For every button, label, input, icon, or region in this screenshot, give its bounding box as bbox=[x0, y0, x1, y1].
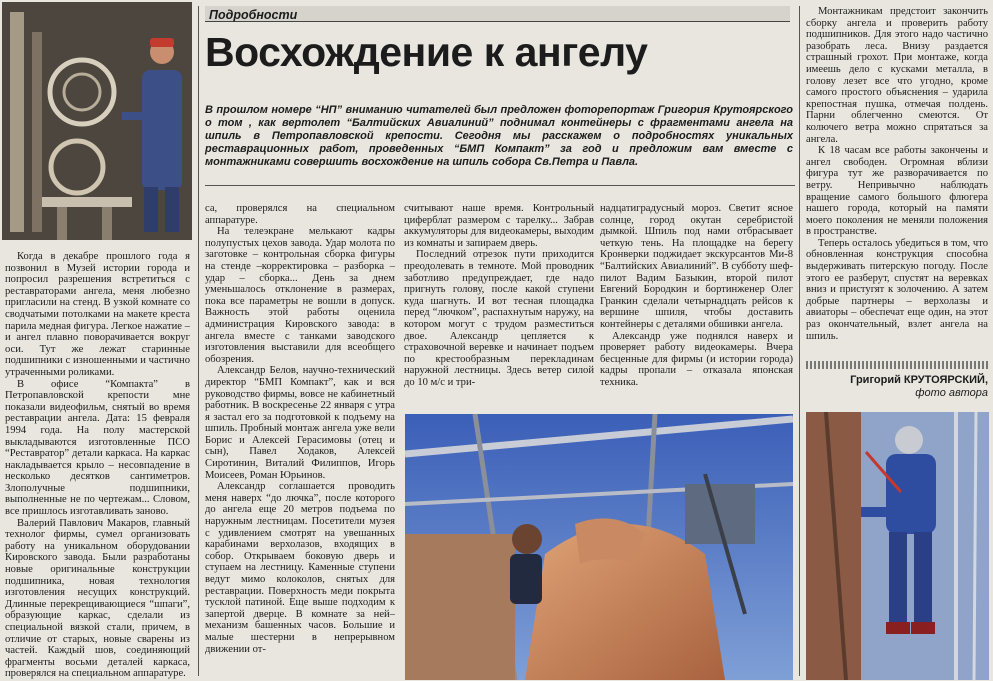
paragraph: На телеэкране мелькают кадры полупустых цехов завода. Удар молота по заготовке – контрольная сборка фигуры на стенде –корректировка – разборка – удар – сборка... День за днем уменьшалось отклонение в размерах, пока все параметры не вошли в допуск. Важность этой работы оценила администрация Кировского завода: в ангела вместе с танками заводского изготовления выставили для всеобщего обозрения. bbox=[205, 226, 395, 365]
column-divider bbox=[198, 6, 199, 676]
article-column-4 bbox=[600, 203, 793, 408]
article-column-5 bbox=[806, 6, 988, 356]
photo-climber bbox=[806, 412, 989, 680]
paragraph: Когда в декабре прошлого года я позвонил в Музей истории города и попросил разрешения встретиться с реставраторами ангела, меня любезно пригласили на стенд. В узкой комнате со сводчатыми потолками на макете креста парила медная фигура. Легкое нажатие – и ангел плавно поворачивается вокруг оси. Тут же лежат старинные подшипники с изношенными и частично утраченными роликами. bbox=[5, 251, 190, 378]
column-divider bbox=[799, 6, 800, 676]
article-column-1 bbox=[5, 251, 190, 679]
lead-divider bbox=[205, 185, 795, 186]
paragraph: Теперь осталось убедиться в том, что обновленная конструкция способна выдерживать питерскую погоду. После этого ее разберут, спустят на веревках вниз и пристугят к золочению. А затем добрые партнеры – верхолазы и авиаторы – обеспечат еще один, на этот раз окончательный, взлет ангела на шпиль. bbox=[806, 237, 988, 342]
article-column-3 bbox=[404, 203, 594, 408]
photo-restorer-drawing bbox=[2, 2, 192, 240]
paragraph: са, проверялся на специальном аппаратуре. bbox=[205, 203, 395, 226]
photo-angel-drawing bbox=[405, 414, 793, 680]
credit-role: фото автора bbox=[915, 387, 988, 399]
paragraph: надцатиградусный мороз. Светит ясное солнце, город окутан серебристой дымкой. Шпиль под нами отбрасывает четкую тень. На площадке на берегу Кронверки поджидает экскурсантов Ми-8 “Балтийских Авиалиний”. В субботу шеф-пилот Вадим Базыкин, второй пилот Евгений Бородкин и бортинженер Олег Гранкин сделали четырнадцать рейсов к вершине шпиля, чтобы доставить контейнеры с деталями обшивки ангела. bbox=[600, 203, 793, 330]
lead-paragraph: В прошлом номере “НП” вниманию читателей был предложен фоторепортаж Григория Крутоярского о том , как вертолет “Балтийских Авиалиний” поднимал контейнеры с фрагментами ангела на шпиль в Петропавловской крепости. Сегодня мы расскажем о подробностях уникальных реставрационных работ, проведенных “БМП Компакт” за год и предложим вам вместе с монтажниками совершить восхождение на шпиль собора Св.Петра и Павла. bbox=[205, 104, 793, 168]
credit-name: Григорий КРУТОЯРСКИЙ, bbox=[850, 374, 988, 386]
article-column-2 bbox=[205, 203, 395, 679]
paragraph: Александр Белов, научно-технический директор “БМП Компакт”, как и вся руководство фирмы, вовсе не кабинетный работник. В воскресенье 22 января с утра я застал его за подготовкой к подъему на шпиль. Пробный монтаж ангела уже вели Борис и Алексей Герасимовы (отец и сын), Павел Ходаков, Алексей Сиротинин, Виталий Филиппов, Игорь Моисеев, Роман Юрьинов. bbox=[205, 365, 395, 481]
paragraph: Александр уже поднялся наверх и проверяет работу видеокамеры. Вчера бесценные для фирмы (и истории города) кадры пропали – отказала японская техника. bbox=[600, 330, 793, 388]
photo-credit bbox=[848, 374, 988, 400]
paragraph: Александр соглашается проводить меня наверх “до лючка”, после которого до ангела еще 20 метров подъема по наружным лестницам. Посетители музея с удивлением смотрят на увешанных карабинами верхолазов, входящих в собор. Открываем боковую дверь и ступаем на лестницу. Каменные ступени ведут мимо колоколов, снятых для реставрации. Поверхность меди покрыта тусклой патиной. Еще выше подходим к запертой дверце. В комнате за ней–механизм башенных часов. Большие и малые шестерни в непрерывном движении от- bbox=[205, 481, 395, 655]
paragraph: В офисе “Компакта” в Петропавловской крепости мне показали видеофильм, снятый во время реставрации ангела. Дата: 15 февраля 1994 года. На полу мастерской выкладываются изготовленные ПСО “Реставратор” детали каркаса. На каркас накладывается крыло – несовпадение в несколько десятков сантиметров. Злополучные подшипники, выполненные не по чертежам... Словом, все пришлось изготавливать заново. bbox=[5, 378, 190, 518]
paragraph: Последний отрезок пути приходится преодолевать в темноте. Мой проводник заботливо предупреждает, где надо пригнуть голову, после какой ступени куда шагнуть. И вот тесная площадка перед “лючком”, распахнутым наружу, на котором могут с трудом разместиться двое. Александр цепляется к страховочной веревке и начинает подъем по крестообразным перекладинам наружной лестницы. Здесь ветер силой до 10 м/с и три- bbox=[404, 249, 594, 388]
paragraph: К 18 часам все работы закончены и ангел свободен. Огромная вблизи фигура тут же разворачивается по ветру. Непривычно наблюдать вращение самого большого флюгера нашего города, который на памяти моего поколения не меняли положения в пространстве. bbox=[806, 145, 988, 238]
paragraph: Валерий Павлович Макаров, главный технолог фирмы, сумел организовать работу на уникальном оборудовании Кировского завода. Были разработаны новые оригинальные конструкции подшипника, новая технология изготовления несущих конструкций. Длинные перекрещивающиеся “шпаги”, образующие каркас, сделали из специальной вязкой стали, причем, в отличие от старых, новые сварены из частей. Каждый шов, соединяющий фрагменты восьми деталей каркаса, проверялся на специальном аппаратуре. bbox=[5, 517, 190, 679]
headline: Восхождение к ангелу bbox=[205, 29, 648, 75]
photo-restorer-mechanism bbox=[2, 2, 192, 240]
photo-angel-on-spire bbox=[405, 414, 793, 680]
paragraph: считывают наше время. Контрольный циферблат размером с тарелку... Забрав аккумуляторы для видеокамеры, выходим из комнаты и запираем дверь. bbox=[404, 203, 594, 249]
rubric-label: Подробности bbox=[209, 8, 298, 22]
photo-climber-drawing bbox=[806, 412, 989, 680]
credit-stripe bbox=[806, 361, 988, 369]
rubric-bar bbox=[205, 6, 790, 22]
paragraph: Монтажникам предстоит закончить сборку ангела и проверить работу подшипников. Для этого надо частично разобрать леса. Внизу раздается страшный грохот. При монтаже, когда имеешь дело с кусками металла, в голову лезет все что угодно, кроме самого простого объяснения – ударила крепостная пушка, отмечая полдень. Парни облегченно смеются. От колючего ветра можно спрятаться за ангела. bbox=[806, 6, 988, 145]
